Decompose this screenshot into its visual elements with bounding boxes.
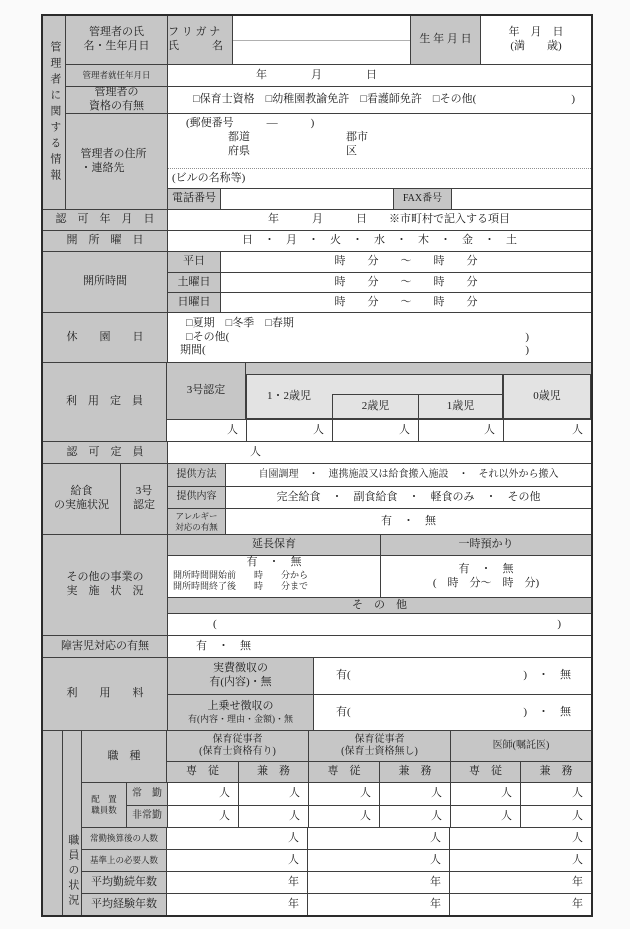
fax-label: FAX番号	[393, 189, 451, 209]
meals-allergy-label: アレルギー 対応の有無	[168, 509, 225, 534]
qualification-label: 管理者の 資格の有無	[65, 87, 167, 113]
address-input-area	[168, 114, 591, 168]
fees-extra-value: 有( ) ・ 無	[313, 695, 591, 730]
appointment-row	[65, 64, 591, 86]
regular-count-cell: 人	[308, 783, 379, 805]
converted-count-cell: 人	[449, 828, 591, 849]
required-label: 基準上の必要人数	[82, 850, 166, 871]
licensed-capacity-value: 人	[167, 442, 591, 463]
weekday-hours-value: 時 分 ～ 時 分	[220, 252, 591, 272]
closed-days-seasons: □夏期 □冬季 □春期	[186, 316, 294, 329]
capacity-label: 利 用 定 員	[43, 363, 166, 441]
capacity-cert3-label: 3号認定	[167, 363, 246, 419]
staff-left-strip	[43, 731, 62, 915]
closed-days-period: 期間( )	[180, 344, 529, 357]
sunday-hours-value: 時 分 ～ 時 分	[220, 293, 591, 312]
parttime-header-1: 兼 務	[238, 762, 308, 782]
regular-count-cell: 人	[238, 783, 308, 805]
capacity-header	[167, 363, 591, 419]
other-services-label: その他の事業の 実 施 状 況	[43, 535, 167, 635]
tenure-value-cell: 年	[166, 872, 307, 893]
meals-method-row	[168, 464, 591, 486]
birthdate-value-area: 年 月 日 (満 歳)	[480, 16, 591, 64]
regular-count-cell: 人	[167, 783, 238, 805]
meals-allergy-row	[168, 508, 591, 534]
qualification-options	[167, 87, 591, 113]
capacity-cert3-count: 人	[227, 423, 238, 436]
phone-row	[168, 188, 591, 209]
disability-row	[43, 635, 591, 657]
disability-label: 障害児対応の有無	[43, 636, 167, 657]
other-close-paren: )	[557, 617, 561, 630]
meals-method-label: 提供方法	[168, 464, 225, 486]
converted-count-cell: 人	[166, 828, 307, 849]
sunday-label: 日曜日	[168, 293, 220, 312]
experience-value-cell: 年	[166, 894, 307, 915]
approval-date-label: 認 可 年 月 日	[43, 210, 167, 230]
address-label: 管理者の住所 ・連絡先	[65, 114, 167, 209]
city-label: 郡市 区	[346, 130, 368, 157]
meals-section	[43, 463, 591, 534]
group-unqualified-header: 保育従事者 (保育士資格無し)	[308, 731, 450, 761]
required-count-cell: 人	[307, 850, 449, 871]
open-days-label: 開 所 曜 日	[43, 231, 167, 251]
appointment-label: 管理者就任年月日	[65, 65, 167, 86]
required-count-cell: 人	[166, 850, 307, 871]
approval-date-value: 年 月 日 ※市町村で記入する項目	[167, 210, 591, 230]
staff-header-block	[82, 731, 591, 782]
birthdate-label: 生 年 月 日	[410, 16, 480, 64]
group-doctor-header: 医師(嘱託医)	[450, 731, 591, 761]
fulltime-header-2: 専 従	[308, 762, 379, 782]
capacity-age-2-count: 人	[332, 420, 418, 441]
capacity-age-0-count: 人	[503, 420, 591, 441]
fulltime-header-1: 専 従	[167, 762, 238, 782]
open-hours-saturday-row	[168, 272, 591, 292]
parttime-header-2: 兼 務	[379, 762, 450, 782]
tenure-value-cell: 年	[449, 872, 591, 893]
tenure-label: 平均勤続年数	[82, 872, 166, 893]
saturday-label: 土曜日	[168, 273, 220, 292]
nonregular-count-cell: 人	[238, 806, 308, 827]
job-type-label: 職 種	[82, 731, 166, 782]
parttime-header-3: 兼 務	[520, 762, 591, 782]
qualification-row	[65, 86, 591, 113]
nonregular-count-cell: 人	[308, 806, 379, 827]
capacity-age-0-label: 0歳児	[503, 374, 591, 419]
capacity-count-row	[167, 419, 591, 441]
fulltime-header-3: 専 従	[450, 762, 520, 782]
capacity-age-1-count: 人	[418, 420, 503, 441]
name-input-line	[233, 41, 410, 64]
postal-code-line: (郵便番号 ― )	[186, 117, 315, 129]
other-band: そ の 他	[168, 597, 591, 613]
regular-label: 常 勤	[127, 783, 167, 805]
other-services-headers	[168, 535, 591, 555]
other-services-section	[43, 534, 591, 635]
temporary-care-header: 一時預かり	[380, 535, 591, 555]
converted-count-cell: 人	[307, 828, 449, 849]
placement-block	[82, 782, 591, 827]
converted-label: 常勤換算後の人数	[82, 828, 166, 849]
open-hours-group	[43, 251, 591, 312]
other-open-paren: (	[213, 617, 217, 630]
capacity-age-1-label: 1歳児	[418, 394, 503, 419]
meals-content-label: 提供内容	[168, 487, 225, 508]
name-input-area	[232, 16, 410, 64]
staff-side-label: 職員の状況	[62, 731, 81, 915]
nonregular-count-cell: 人	[167, 806, 238, 827]
experience-value-cell: 年	[307, 894, 449, 915]
disability-value: 有 ・ 無	[167, 636, 591, 657]
licensed-capacity-row	[43, 441, 591, 463]
fees-actual-label: 実費徴収の 有(内容)・無	[168, 658, 313, 694]
experience-value-cell: 年	[449, 894, 591, 915]
group-qualified-header: 保育従事者 (保育士資格有り)	[167, 731, 308, 761]
telephone-label: 電話番号	[168, 189, 220, 209]
converted-row	[82, 827, 591, 849]
staff-subheaders	[167, 761, 591, 782]
qualification-close-paren: )	[571, 93, 575, 106]
qualification-checkboxes: □保育士資格 □幼稚園教諭免許 □看護師免許 □その他(	[193, 93, 477, 106]
tenure-row	[82, 871, 591, 893]
fees-extra-label: 上乗せ徴収の 有(内容・理由・金額)・無	[168, 695, 313, 730]
regular-count-cell: 人	[450, 783, 520, 805]
tenure-value-cell: 年	[307, 872, 449, 893]
closed-days-label: 休 園 日	[43, 313, 167, 362]
open-days-value: 日 ・ 月 ・ 火 ・ 水 ・ 木 ・ 金 ・ 土	[167, 231, 591, 251]
prefecture-label: 都道 府県	[228, 130, 250, 157]
open-hours-label: 開所時間	[43, 252, 167, 312]
experience-label: 平均経験年数	[82, 894, 166, 915]
manager-section-side-label: 管理者に関する情報	[43, 16, 65, 209]
meals-label: 給食 の実施状況	[43, 464, 120, 534]
approval-date-row	[43, 209, 591, 230]
required-count-cell: 人	[449, 850, 591, 871]
weekday-label: 平日	[168, 252, 220, 272]
extended-care-body: 有 ・ 無 開所時間開始前 時 分から 開所時間終了後 時 分まで	[173, 556, 309, 591]
extended-care-header: 延長保育	[168, 535, 380, 555]
manager-section	[43, 16, 591, 209]
regular-staff-row	[127, 783, 591, 805]
appointment-value: 年 月 日	[167, 65, 591, 86]
meals-content-value: 完全給食 ・ 副食給食 ・ 軽食のみ ・ その他	[225, 487, 591, 508]
licensed-capacity-label: 認 可 定 員	[43, 442, 167, 463]
meals-content-row	[168, 486, 591, 508]
nonregular-label: 非常勤	[127, 806, 167, 827]
saturday-hours-value: 時 分 ～ 時 分	[220, 273, 591, 292]
furigana-input-area	[233, 16, 410, 41]
meals-method-value: 自園調理 ・ 連携施設又は給食搬入施設 ・ それ以外から搬入	[225, 464, 591, 486]
closed-days-other: □その他( )	[186, 330, 529, 343]
regular-count-cell: 人	[520, 783, 591, 805]
building-name-line: (ビルの名称等)	[168, 168, 591, 188]
fax-input-area	[451, 189, 591, 209]
nonregular-count-cell: 人	[379, 806, 450, 827]
nonregular-staff-row	[127, 805, 591, 827]
address-group	[65, 113, 591, 209]
capacity-age-1-2-count: 人	[246, 420, 332, 441]
fees-extra-row	[168, 694, 591, 730]
fees-actual-value: 有( ) ・ 無	[313, 658, 591, 694]
facility-report-form	[41, 14, 593, 917]
manager-name-row	[65, 16, 591, 64]
telephone-input-area	[220, 189, 393, 209]
open-hours-weekday-row	[168, 252, 591, 272]
placement-label: 配 置 職員数	[82, 783, 126, 827]
meals-cert3-label: 3号 認定	[120, 464, 167, 534]
staff-group-headers	[167, 731, 591, 761]
closed-days-row	[43, 312, 591, 362]
temporary-care-body: 有 ・ 無 ( 時 分～ 時 分)	[380, 556, 591, 597]
experience-row	[82, 893, 591, 915]
fees-actual-row	[168, 658, 591, 694]
manager-name-label: 管理者の氏 名・生年月日	[65, 16, 167, 64]
capacity-section	[43, 362, 591, 441]
other-paren-row	[168, 613, 591, 635]
nonregular-count-cell: 人	[520, 806, 591, 827]
capacity-age-2-label: 2歳児	[332, 394, 419, 419]
required-row	[82, 849, 591, 871]
open-hours-sunday-row	[168, 292, 591, 312]
capacity-age-1-2-label: 1・2歳児	[246, 374, 503, 419]
regular-count-cell: 人	[379, 783, 450, 805]
furigana-name-label: フ リ ガ ナ 氏 名	[167, 16, 232, 64]
fees-label: 利 用 料	[43, 658, 167, 730]
meals-allergy-value: 有 ・ 無	[225, 509, 591, 534]
open-days-row	[43, 230, 591, 251]
other-services-body	[168, 555, 591, 597]
staff-section	[43, 730, 591, 915]
fees-section	[43, 657, 591, 730]
nonregular-count-cell: 人	[450, 806, 520, 827]
